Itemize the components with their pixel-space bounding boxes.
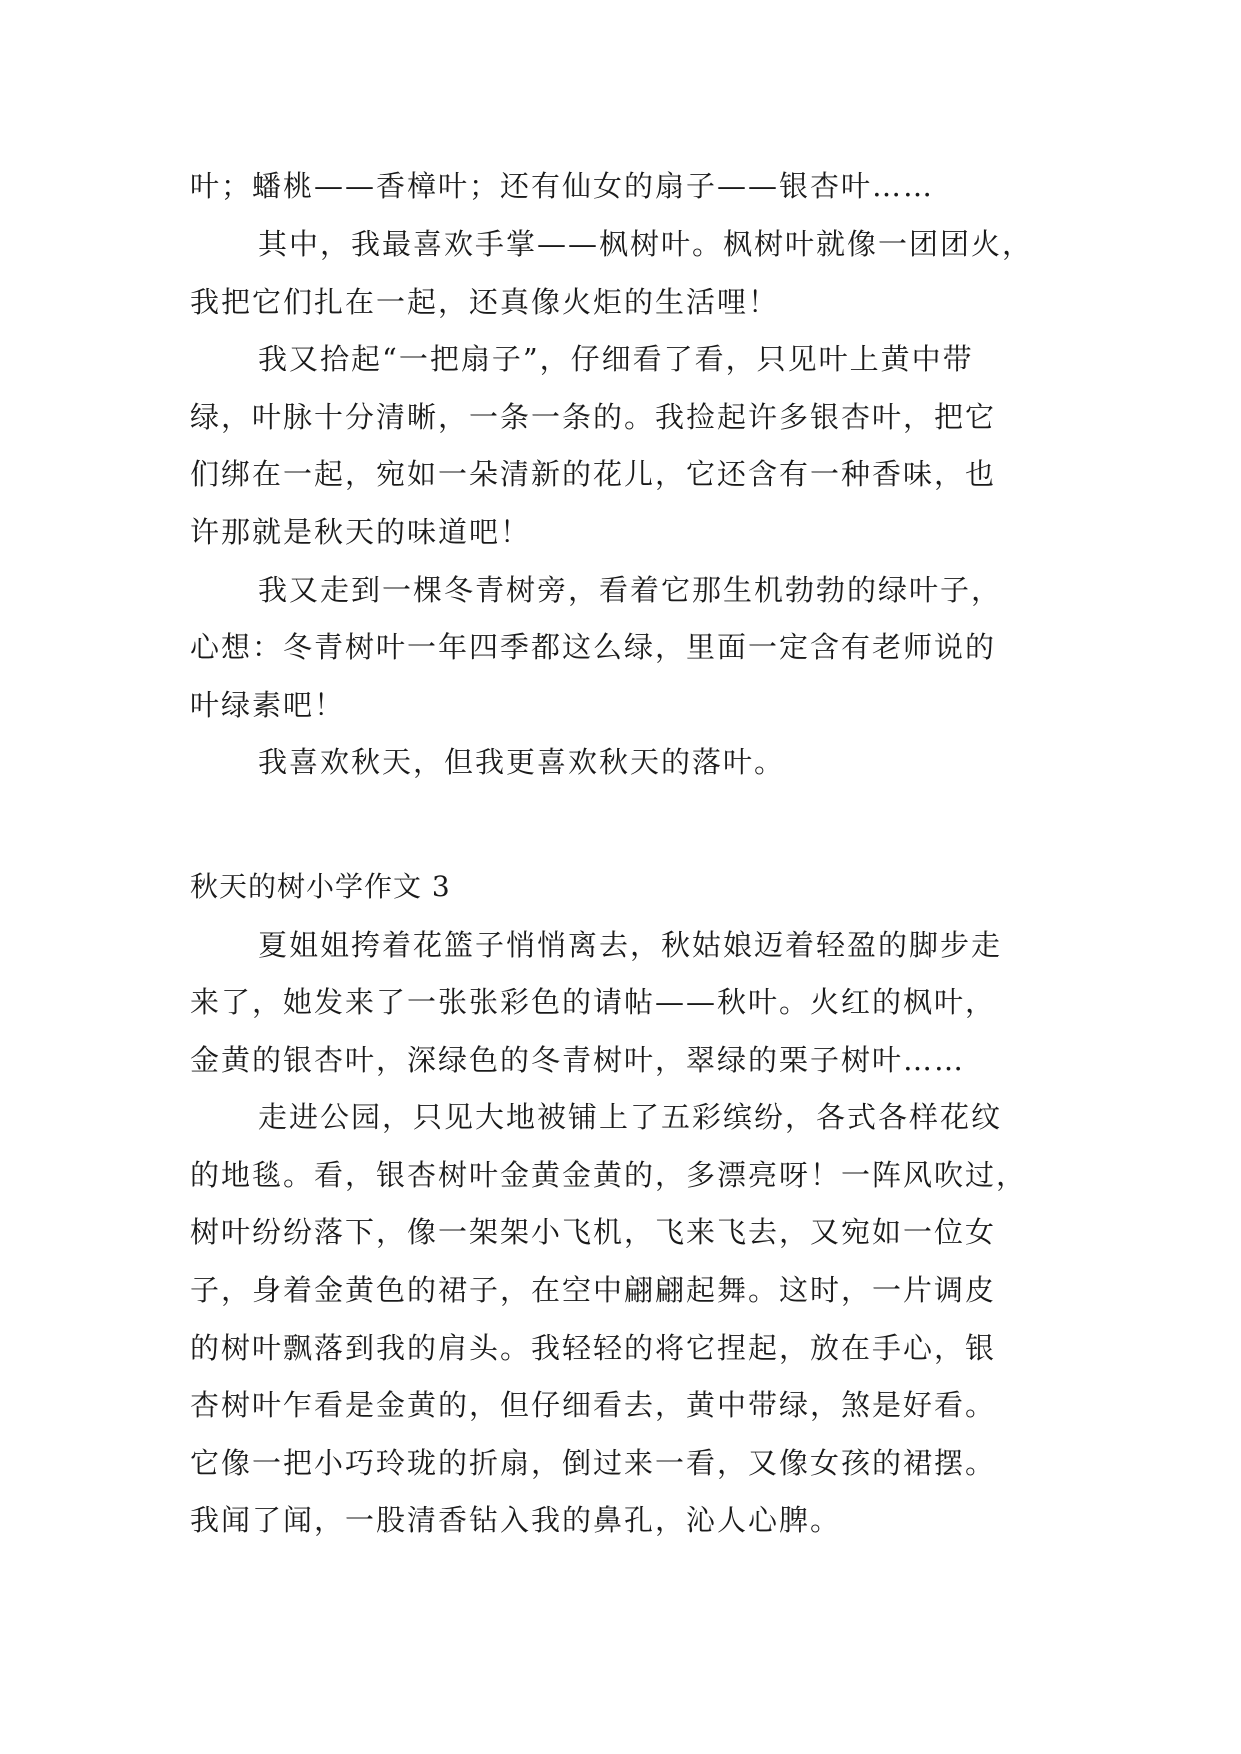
text-line: 我闻了闻，一股清香钻入我的鼻孔，沁人心脾。 bbox=[190, 1503, 842, 1537]
text-line: 叶绿素吧！ bbox=[190, 688, 346, 722]
text-line: 树叶纷纷落下，像一架架小飞机，飞来飞去，又宛如一位女 bbox=[190, 1215, 997, 1249]
section-heading: 秋天的树小学作文 3 bbox=[190, 870, 451, 903]
paragraph-start-line: 其中，我最喜欢手掌——枫树叶。枫树叶就像一团团火， bbox=[258, 227, 1034, 261]
text-line: 它像一把小巧玲珑的折扇，倒过来一看，又像女孩的裙摆。 bbox=[190, 1446, 997, 1480]
text-line: 许那就是秋天的味道吧！ bbox=[190, 515, 532, 549]
paragraph-start-line: 我又走到一棵冬青树旁，看着它那生机勃勃的绿叶子， bbox=[258, 573, 1003, 607]
text-line: 的树叶飘落到我的肩头。我轻轻的将它捏起，放在手心，银 bbox=[190, 1331, 997, 1365]
text-line: 我把它们扎在一起，还真像火炬的生活哩！ bbox=[190, 285, 780, 319]
text-line: 绿，叶脉十分清晰，一条一条的。我捡起许多银杏叶，把它 bbox=[190, 400, 997, 434]
paragraph-start-line: 我喜欢秋天，但我更喜欢秋天的落叶。 bbox=[258, 745, 786, 779]
text-line: 杏树叶乍看是金黄的，但仔细看去，黄中带绿，煞是好看。 bbox=[190, 1388, 997, 1422]
text-line: 心想：冬青树叶一年四季都这么绿，里面一定含有老师说的 bbox=[190, 630, 997, 664]
paragraph-start-line: 我又拾起“一把扇子”，仔细看了看，只见叶上黄中带 bbox=[258, 342, 974, 376]
paragraph-start-line: 夏姐姐挎着花篮子悄悄离去，秋姑娘迈着轻盈的脚步走 bbox=[258, 928, 1003, 962]
text-line: 来了，她发来了一张张彩色的请帖——秋叶。火红的枫叶， bbox=[190, 985, 997, 1019]
text-line: 的地毯。看，银杏树叶金黄金黄的，多漂亮呀！一阵风吹过， bbox=[190, 1158, 1028, 1192]
text-line: 叶；蟠桃——香樟叶；还有仙女的扇子——银杏叶…… bbox=[190, 169, 935, 203]
text-line: 金黄的银杏叶，深绿色的冬青树叶，翠绿的栗子树叶…… bbox=[190, 1043, 966, 1077]
paragraph-start-line: 走进公园，只见大地被铺上了五彩缤纷，各式各样花纹 bbox=[258, 1100, 1003, 1134]
text-line: 们绑在一起，宛如一朵清新的花儿，它还含有一种香味，也 bbox=[190, 457, 997, 491]
text-line: 子，身着金黄色的裙子，在空中翩翩起舞。这时，一片调皮 bbox=[190, 1273, 997, 1307]
